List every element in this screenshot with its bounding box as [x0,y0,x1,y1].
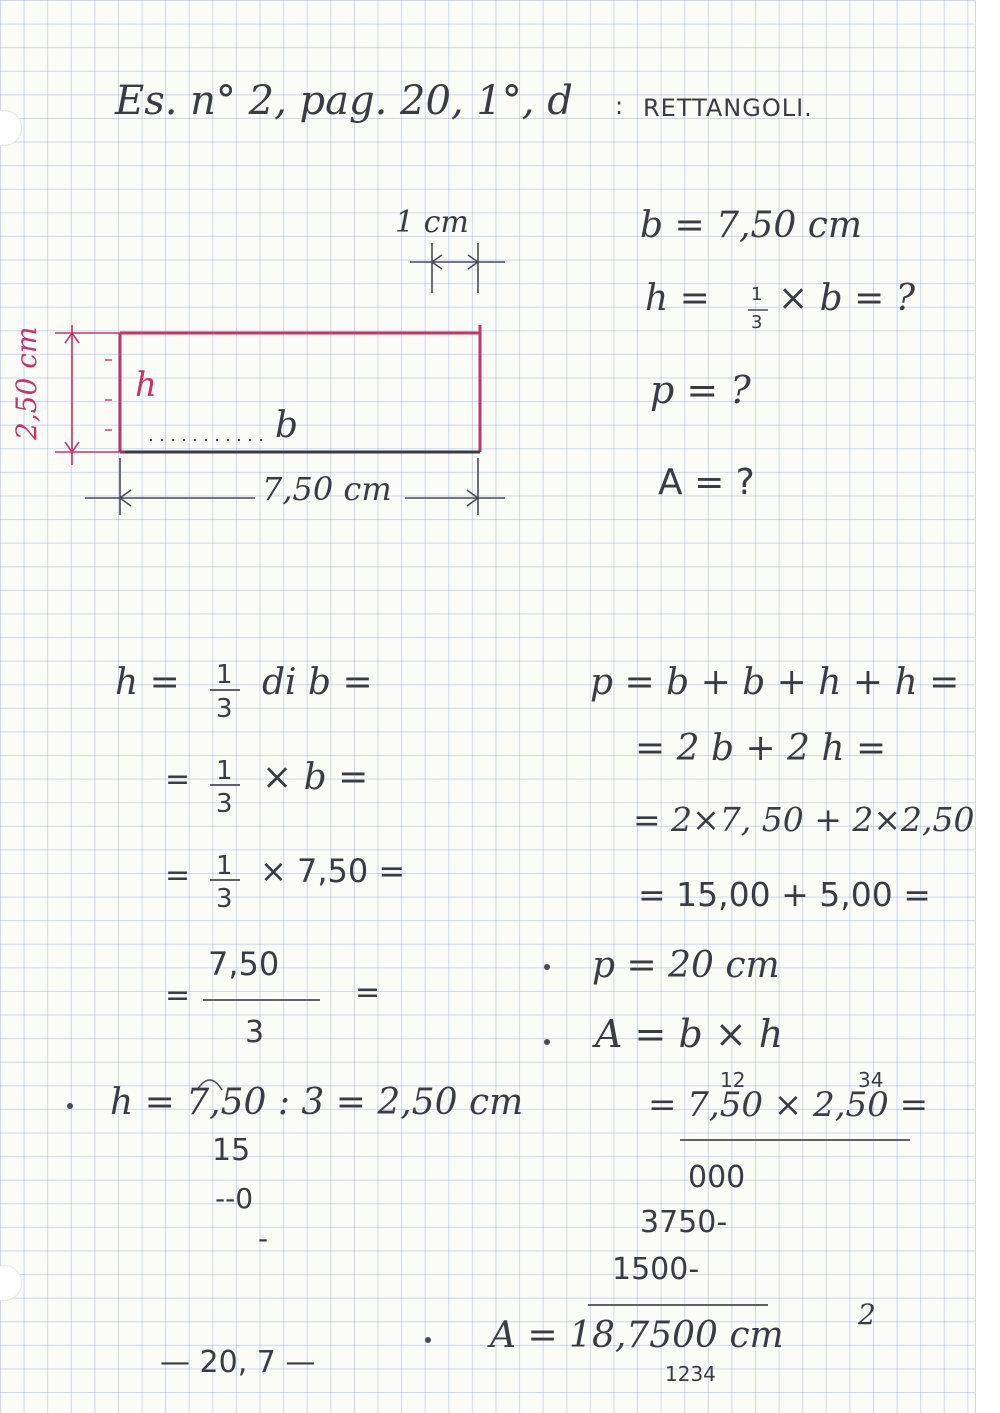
area-unit-exponent: 2 [858,1298,876,1331]
digit-count: 1234 [665,1362,716,1386]
multiplication-line: = 7,50 × 2,50 = [648,1085,929,1125]
page-number: — 20, 7 — [160,1345,316,1380]
h-calc-line-2-lhs: = [165,762,191,797]
partial-product-2: 3750- [640,1205,728,1240]
exercise-reference: Es. n° 2, pag. 20, 1°, d [115,78,573,124]
h-calc-line-1-denominator: 3 [216,694,233,724]
p-calc-line-3: = 2×7, 50 + 2×2,50 [633,800,975,839]
area-result: A = 18,7500 cm [490,1315,784,1356]
h-calc-line-1-lhs: h = [115,662,180,703]
given-height-rhs: × b = ? [778,278,916,319]
h-calc-line-4-numerator: 7,50 [208,945,280,983]
p-calc-line-4: = 15,00 + 5,00 = [638,875,931,914]
h-calc-line-2-rhs: × b = [262,757,369,798]
partial-product-3: 1500- [612,1252,700,1287]
given-area: A = ? [658,462,755,503]
partial-product-1: 000 [688,1160,746,1195]
given-height-denominator: 3 [751,312,763,333]
division-step-1: 15 [212,1133,251,1168]
p-calc-line-1: p = b + b + h + h = [590,662,960,703]
given-perimeter: p = ? [650,368,751,412]
base-dimension-label: 7,50 cm [262,470,392,508]
division-step-2: --0 [215,1182,254,1215]
area-formula: A = b × h [595,1012,784,1056]
given-height-numerator: 1 [751,284,763,305]
p-calc-line-2: = 2 b + 2 h = [635,728,887,769]
h-calc-line-3-denominator: 3 [216,884,233,914]
h-calc-line-3-numerator: 1 [216,851,233,881]
base-letter: b [275,405,299,446]
h-calc-line-1-numerator: 1 [216,660,233,690]
h-calc-line-4-denominator: 3 [245,1015,265,1050]
height-letter: h [135,365,157,405]
h-calc-line-3-rhs: × 7,50 = [260,852,406,890]
h-calc-line-2-denominator: 3 [216,789,233,819]
one-cm-label: 1 cm [395,205,469,240]
h-calc-line-2-numerator: 1 [216,756,233,786]
given-base: b = 7,50 cm [640,205,862,246]
division-step-3: - [258,1222,269,1255]
title-separator: : [615,92,624,120]
h-calc-line-4-rhs: = [355,975,381,1010]
h-calc-line-3-lhs: = [165,858,191,893]
h-calc-line-4-lhs: = [165,978,191,1013]
given-height-lhs: h = [645,278,710,319]
h-calc-line-1-rhs: di b = [262,662,373,703]
h-result: h = 7,50 : 3 = 2,50 cm [110,1082,524,1123]
height-dimension-label: 2,50 cm [10,326,43,440]
p-result: p = 20 cm [592,945,780,986]
exercise-subject: RETTANGOLI. [643,94,813,122]
carry-digits-1: 12 [720,1068,746,1092]
carry-digits-2: 34 [858,1068,884,1092]
